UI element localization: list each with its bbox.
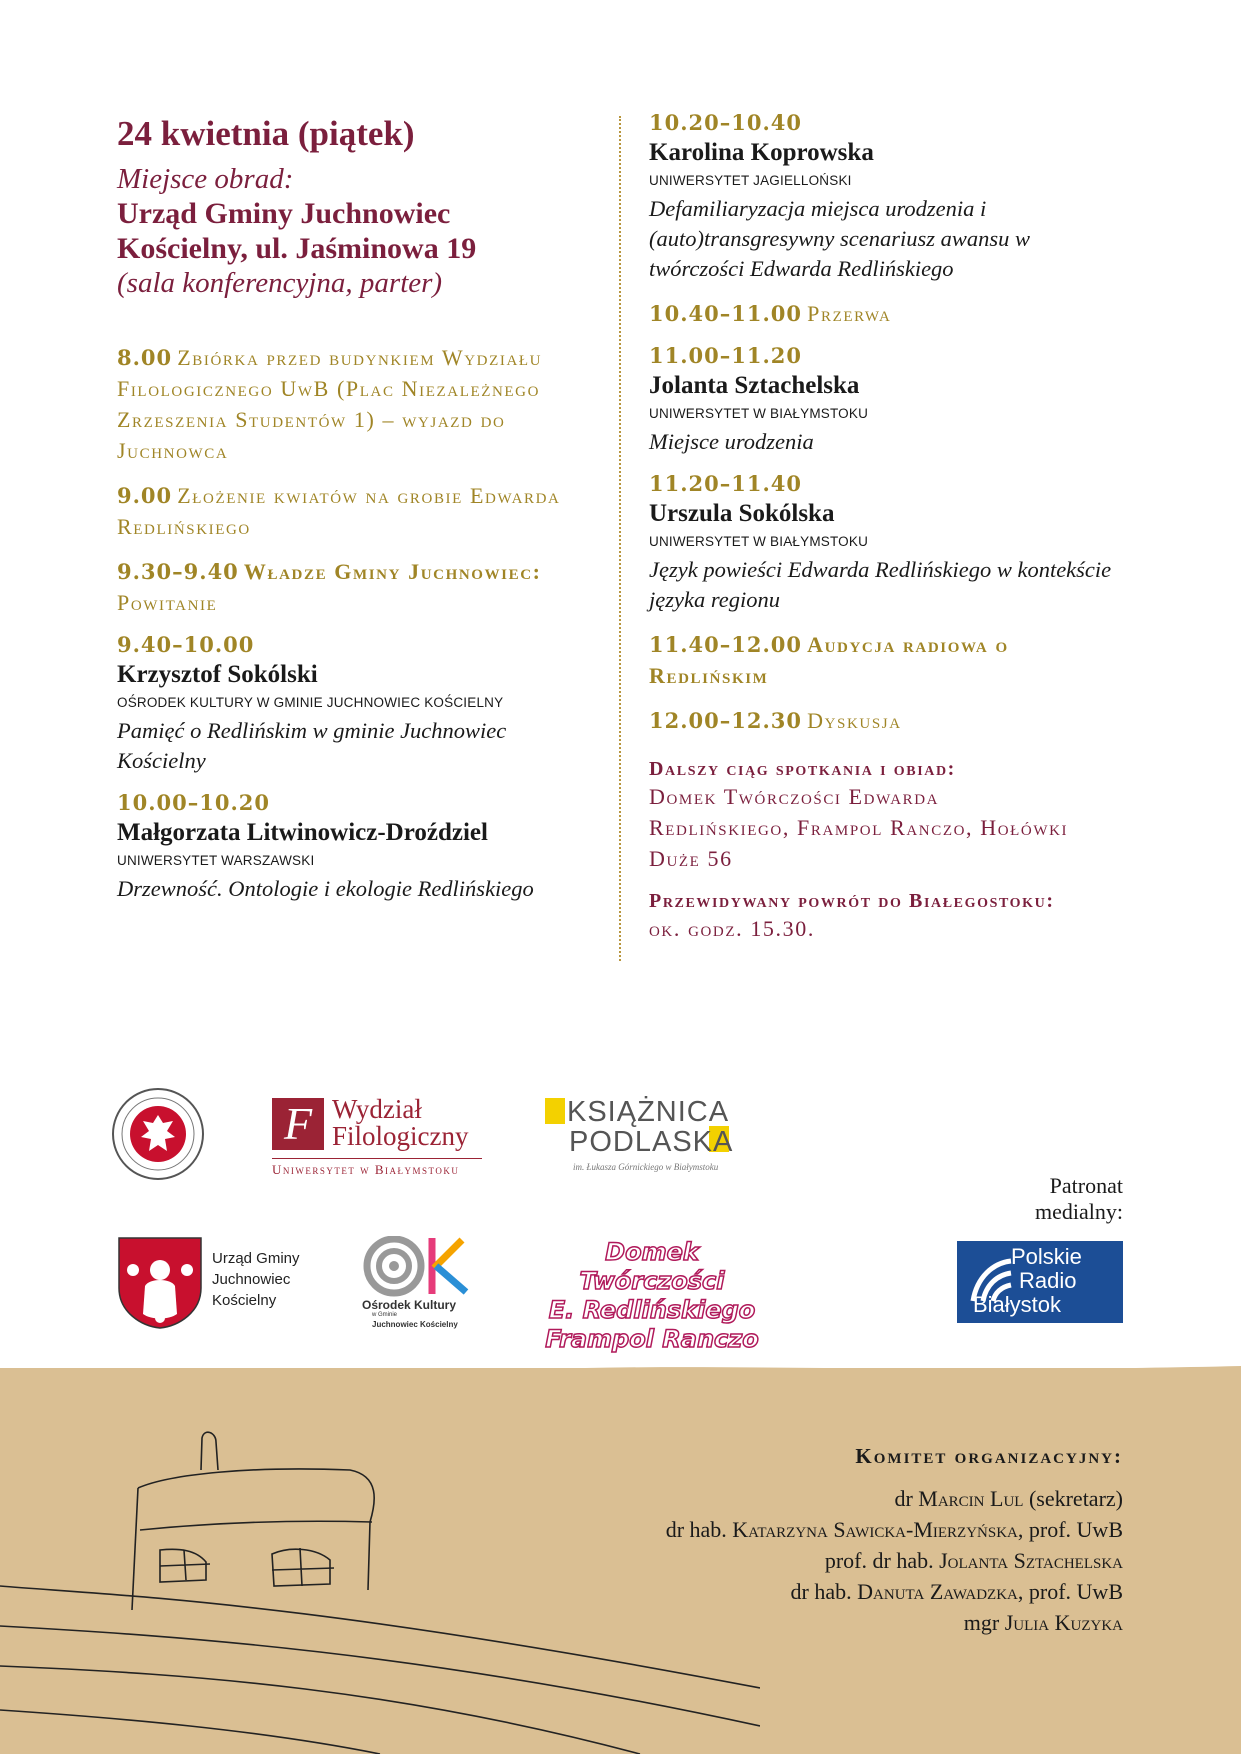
venue-label: Miejsce obrad:: [117, 163, 294, 195]
day-heading: 24 kwietnia (piątek): [117, 114, 415, 153]
item-text: Audycja radiowa o Redlińskim: [649, 632, 1009, 688]
item-text: Powitanie: [117, 590, 218, 615]
talk-time: 11.20–11.40: [649, 471, 803, 496]
committee-heading: Komitet organizacyjny:: [855, 1444, 1123, 1468]
talk-title: Pamięć o Redlińskim w gminie Juchnowiec Kościelny: [117, 718, 507, 773]
talk-title: Drzewność. Ontologie i ekologie Redlińskiego: [117, 876, 534, 901]
item-time: 11.40–12.00: [649, 632, 803, 657]
talk-affiliation: OŚRODEK KULTURY W GMINIE JUCHNOWIEC KOŚCIELNY: [117, 695, 504, 710]
committee-member: prof. dr hab. Jolanta Sztachelska: [824, 1548, 1123, 1573]
wf-line-2: Filologiczny: [332, 1121, 469, 1151]
talk-time: 9.40–10.00: [117, 632, 255, 657]
dt-line-2: E. Redlińskiego: [548, 1296, 756, 1324]
program-talk: [649, 343, 1129, 457]
wf-subtitle: Uniwersytet w Białymstoku: [272, 1162, 460, 1177]
ks-subtitle: im. Łukasza Górnickiego w Białymstoku: [573, 1162, 719, 1172]
house-sketch-illustration: [0, 1430, 760, 1754]
wydzial-filologiczny-logo: [272, 1096, 482, 1178]
talk-title: Język powieści Edwarda Redlińskiego w kontekście języka regionu: [649, 557, 1112, 612]
osrodek-kultury-logo: [358, 1236, 478, 1332]
item-time: 12.00–12.30: [649, 708, 803, 733]
talk-time: 10.00–10.20: [117, 790, 271, 815]
venue-line-2: Kościelny, ul. Jaśminowa 19: [117, 232, 477, 265]
talk-speaker: Jolanta Sztachelska: [649, 372, 860, 399]
talk-speaker: Małgorzata Litwinowicz-Droździel: [117, 819, 488, 846]
right-column: [649, 108, 1129, 944]
talk-affiliation: UNIWERSYTET W BIAŁYMSTOKU: [649, 534, 869, 549]
ks-line-1: KSIĄŻNICA: [567, 1096, 730, 1128]
program-item: [649, 298, 1129, 329]
talk-speaker: Krzysztof Sokólski: [117, 661, 318, 688]
return-text: ok. godz. 15.30.: [649, 916, 815, 941]
item-time: 9.30–9.40: [117, 559, 239, 584]
pr-line-1: Polskie: [1011, 1244, 1082, 1269]
item-text: Przerwa: [807, 301, 892, 326]
continuation-heading: Dalszy ciąg spotkania i obiad:: [649, 758, 956, 780]
program-item: [117, 556, 597, 618]
venue-line-1: Urząd Gminy Juchnowiec: [117, 197, 451, 230]
item-text: Złożenie kwiatów na grobie Edwarda Redlińskiego: [117, 483, 561, 539]
ksiaznica-podlaska-logo: [543, 1096, 753, 1178]
talk-affiliation: UNIWERSYTET WARSZAWSKI: [117, 853, 315, 868]
item-time: 9.00: [117, 483, 173, 508]
talk-speaker: Karolina Koprowska: [649, 139, 874, 166]
polskie-radio-logo: [957, 1241, 1123, 1323]
university-seal-logo: [111, 1087, 205, 1181]
committee-member: dr hab. Danuta Zawadzka, prof. UwB: [790, 1579, 1123, 1604]
return-info: [649, 890, 1129, 944]
patronat-label: [1035, 1173, 1123, 1225]
program-item: [649, 629, 1069, 691]
urzad-gminy-text: [212, 1248, 300, 1311]
continuation-text: Domek Twórczości Edwarda Redlińskiego, Frampol Ranczo, Hołówki Duże 56: [649, 784, 1069, 871]
ok-line-3: Juchnowiec Kościelny: [372, 1320, 458, 1329]
return-heading: Przewidywany powrót do Białegostoku:: [649, 890, 1055, 912]
pr-line-3: Białystok: [973, 1292, 1062, 1317]
column-divider: [619, 116, 621, 961]
ug-line-3: Kościelny: [212, 1292, 277, 1309]
patronat-line-1: Patronat: [1049, 1173, 1123, 1198]
organizing-committee: [666, 1444, 1123, 1638]
program-item: [117, 480, 597, 542]
talk-time: 10.20–10.40: [649, 110, 803, 135]
talk-speaker: Urszula Sokólska: [649, 500, 835, 527]
program-talk: [649, 110, 1129, 284]
item-bold-text: Władze Gminy Juchnowiec:: [243, 559, 542, 584]
program-item: [649, 705, 1129, 736]
spiral-k-icon: [362, 1236, 472, 1298]
pr-line-2: Radio: [1019, 1268, 1077, 1293]
item-text: Zbiórka przed budynkiem Wydziału Filologicznego UwB (Plac Niezależnego Zrzeszenia Studentów 1) – wyjazd do Juchnowca: [117, 345, 543, 463]
item-time: 8.00: [117, 345, 173, 370]
item-text: Dyskusja: [807, 708, 902, 733]
continuation-info: [649, 758, 1129, 874]
ug-line-1: Urząd Gminy: [212, 1250, 300, 1267]
wf-line-1: Wydział: [332, 1094, 422, 1124]
ok-line-2: w Gminie: [372, 1312, 398, 1318]
program-talk: [117, 790, 597, 904]
committee-member: mgr Julia Kuzyka: [963, 1610, 1123, 1635]
program-talk: [649, 471, 1129, 615]
dt-line-3: Frampol Ranczo: [545, 1325, 759, 1353]
ug-line-2: Juchnowiec: [212, 1271, 291, 1288]
program-item: [117, 342, 597, 466]
item-time: 10.40–11.00: [649, 301, 803, 326]
talk-affiliation: UNIWERSYTET W BIAŁYMSTOKU: [649, 406, 869, 421]
ok-line-1: Ośrodek Kultury: [362, 1298, 457, 1312]
talk-time: 11.00–11.20: [649, 343, 803, 368]
patronat-line-2: medialny:: [1035, 1199, 1123, 1224]
venue-note: (sala konferencyjna, parter): [117, 267, 443, 299]
committee-member: dr Marcin Lul (sekretarz): [894, 1486, 1123, 1511]
committee-member: dr hab. Katarzyna Sawicka-Mierzyńska, prof. UwB: [665, 1517, 1123, 1542]
coat-of-arms-icon: [117, 1236, 203, 1330]
talk-title: Miejsce urodzenia: [649, 429, 814, 454]
program-talk: [117, 632, 597, 776]
dt-line-1: Domek Twórczości: [579, 1238, 725, 1295]
left-column: [117, 108, 597, 904]
domek-tworczosci-logo: [534, 1238, 770, 1354]
letter-f-icon: F: [272, 1098, 324, 1150]
ks-line-2: PODLASKA: [569, 1126, 734, 1158]
talk-affiliation: UNIWERSYTET JAGIELLOŃSKI: [649, 173, 852, 188]
talk-title: Defamiliaryzacja miejsca urodzenia i (auto)transgresywny scenariusz awansu w twórczości Edwarda Redlińskiego: [649, 196, 1031, 281]
